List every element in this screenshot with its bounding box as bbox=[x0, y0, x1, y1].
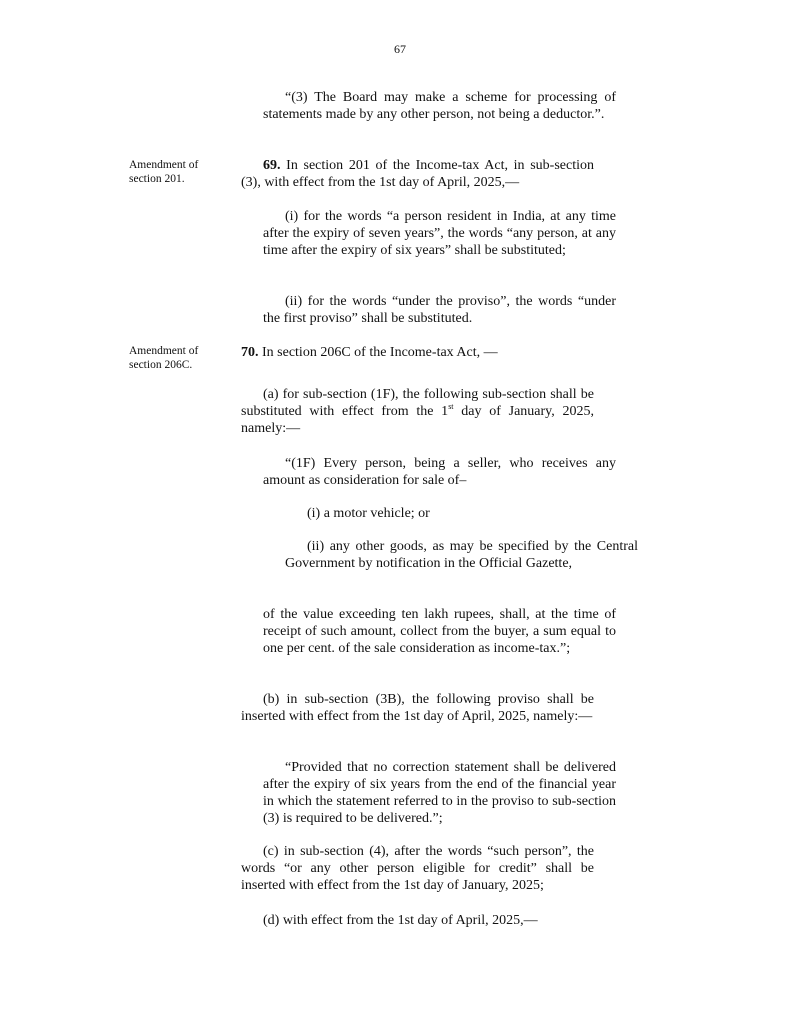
section-69-intro bbox=[241, 157, 594, 191]
section-70-item-c: (c) in sub-section (4), after the words “such person”, the words “or any other person eligible for credit” shall be inserted with effect from the 1st day of January, 2025; bbox=[241, 844, 594, 893]
section-69-item-i: (i) for the words “a person resident in India, at any time after the expiry of seven years”, the words “any person, at any time after the expiry of six years” shall be substituted; bbox=[263, 209, 616, 258]
page-number: 67 bbox=[394, 42, 406, 56]
sub-item-i: (i) a motor vehicle; or bbox=[307, 506, 430, 521]
section-70-item-a bbox=[241, 386, 594, 437]
margin-note-section-201: Amendment of section 201. bbox=[129, 159, 199, 185]
section-69-text: In section 201 of the Income-tax Act, in sub-section (3), with effect from the 1st day of April, 2025,— bbox=[241, 158, 594, 190]
margin-note-section-206c: Amendment of section 206C. bbox=[129, 345, 199, 371]
section-70-intro bbox=[241, 344, 594, 361]
section-69-number: 69. bbox=[263, 158, 281, 173]
section-70-text: In section 206C of the Income-tax Act, — bbox=[258, 345, 498, 360]
item-a-superscript: st bbox=[448, 402, 454, 411]
proviso-text: “Provided that no correction statement shall be delivered after the expiry of six years from the end of the financial year in which the statement referred to in the proviso to sub-section (3) is required to be delivered.”; bbox=[263, 760, 616, 826]
quote-sub-section-1f: “(1F) Every person, being a seller, who receives any amount as consideration for sale of– bbox=[263, 456, 616, 488]
value-clause: of the value exceeding ten lakh rupees, shall, at the time of receipt of such amount, collect from the buyer, a sum equal to one per cent. of the sale consideration as income-tax.”; bbox=[263, 607, 616, 656]
sub-item-ii: (ii) any other goods, as may be specified by the Central Government by notification in the Official Gazette, bbox=[285, 539, 638, 571]
section-70-item-d: (d) with effect from the 1st day of April, 2025,— bbox=[263, 913, 538, 928]
section-69-item-ii: (ii) for the words “under the proviso”, the words “under the first proviso” shall be substituted. bbox=[263, 294, 616, 326]
section-70-number: 70. bbox=[241, 345, 259, 360]
scheme-clause: “(3) The Board may make a scheme for processing of statements made by any other person, not being a deductor.”. bbox=[263, 90, 616, 122]
item-a-text: (a) for sub-section (1F), the following sub-section shall be substituted with effect from the 1 bbox=[241, 387, 594, 419]
section-70-item-b: (b) in sub-section (3B), the following proviso shall be inserted with effect from the 1st day of April, 2025, namely:— bbox=[241, 692, 594, 724]
item-a-text-end: day of January, 2025, namely:— bbox=[241, 404, 594, 436]
